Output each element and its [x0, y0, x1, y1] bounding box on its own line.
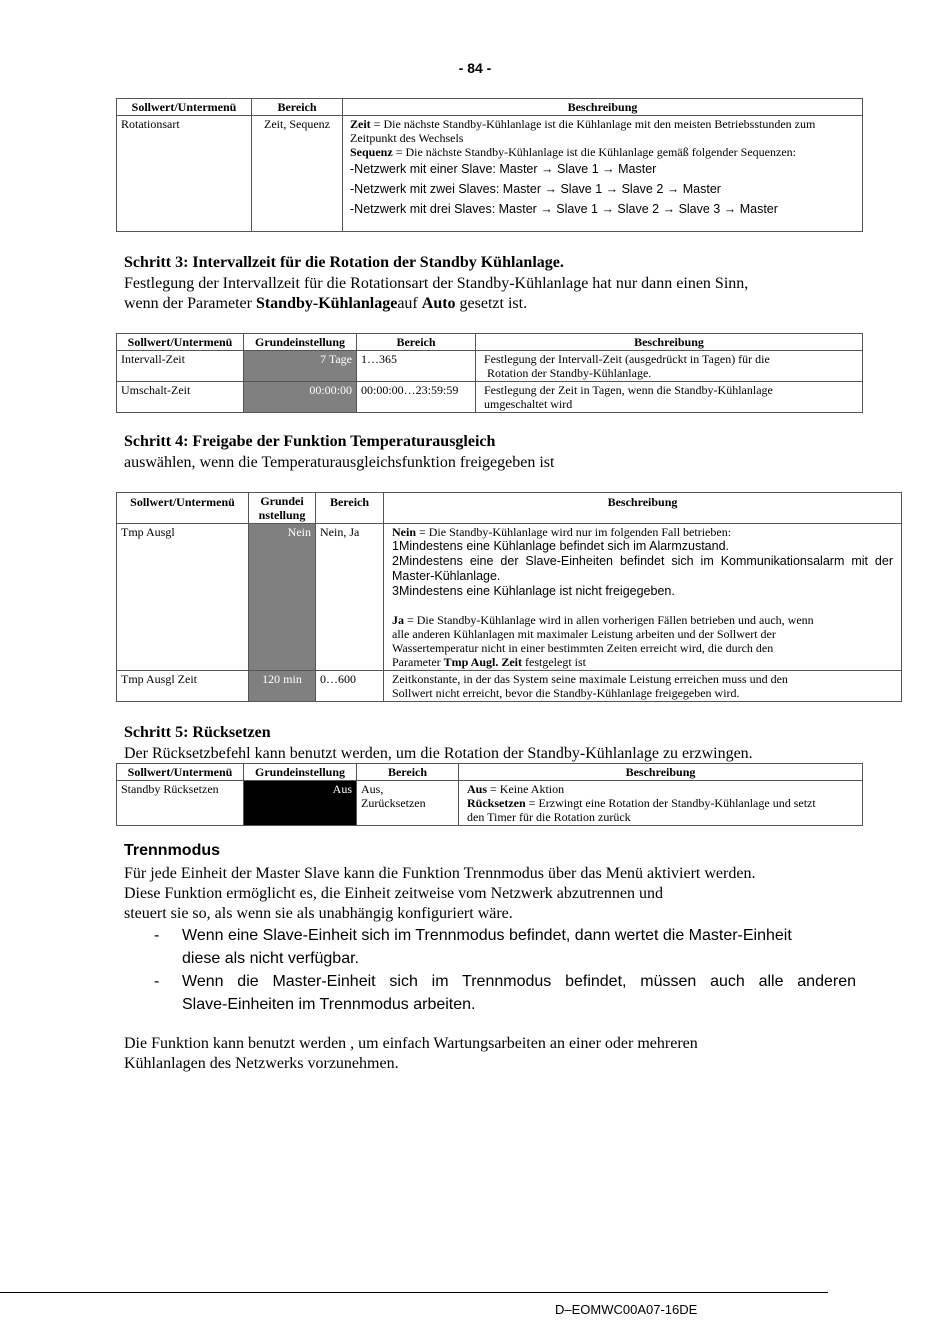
default-value: Nein [249, 524, 316, 671]
table-row [117, 116, 863, 232]
table-header-row [117, 99, 863, 116]
list-item: - Wenn die Master-Einheit sich im Trennmodus befindet, müssen auch alle anderen Slave-Einheiten im Trennmodus arbeiten. [154, 973, 856, 1013]
column-header: Bereich [252, 99, 343, 116]
table-row [117, 382, 863, 413]
description-cell [343, 116, 863, 232]
default-value: 00:00:00 [244, 382, 357, 413]
column-header: Beschreibung [459, 764, 863, 781]
column-header: Grundei nstellung [249, 493, 316, 524]
column-header: Sollwert/Untermenü [117, 764, 244, 781]
column-header: Sollwert/Untermenü [117, 493, 249, 524]
description-cell: Zeitkonstante, in der das System seine maximale Leistung erreichen muss und den Sollwert nicht erreicht, bevor die Standby-Kühlanlage freigegeben wird. [384, 671, 902, 702]
column-header: Sollwert/Untermenü [117, 99, 252, 116]
list-item: - Wenn eine Slave-Einheit sich im Trennmodus befindet, dann wertet die Master-Einheit diese als nicht verfügbar. [154, 927, 792, 967]
temperature-compensation-table [116, 492, 902, 702]
setpoint-name: Tmp Ausgl [117, 524, 249, 671]
column-header: Beschreibung [343, 99, 863, 116]
description-cell: Nein = Die Standby-Kühlanlage wird nur im folgenden Fall betrieben: 1Mindestens eine Kühlanlage befindet sich im Alarmzustand. 2Mindestens eine der Slave-Einheiten befindet sich im Kommunikationsalarm mit der Master-Kühlanlage. 3Mindestens eine Kühlanlage ist nicht freigegeben. Ja = Die Standby-Kühlanlage wird in allen vorherigen Fällen betrieben und auch, wenn alle anderen Kühlanlagen mit maximaler Leistung arbeiten und der Sollwert der Wassertemperatur nicht in einer bestimmten Zeiten erreicht wird, die durch den Parameter Tmp Augl. Zeit festgelegt ist [384, 524, 902, 671]
trennmodus-bullets [124, 924, 856, 1016]
range-value: Aus, Zurücksetzen [357, 781, 459, 826]
column-header: Beschreibung [384, 493, 902, 524]
column-header: Bereich [316, 493, 384, 524]
sequence-line: -Netzwerk mit drei Slaves: Master → Slave 1 → Slave 2 → Slave 3 → Master [350, 202, 778, 216]
trennmodus-closing: Die Funktion kann benutzt werden , um einfach Wartungsarbeiten an einer oder mehreren Kühlanlagen des Netzwerks vorzunehmen. [124, 1035, 698, 1072]
table-header-row [117, 493, 902, 524]
reset-table [116, 763, 863, 826]
sequence-line: -Netzwerk mit einer Slave: Master → Slave 1 → Master [350, 162, 657, 176]
step3-text: Festlegung der Intervallzeit für die Rotationsart der Standby-Kühlanlage hat nur dann einen Sinn, wenn der Parameter Standby-Kühlanlageauf Auto gesetzt ist. [124, 275, 749, 312]
condition-item: 2Mindestens eine der Slave-Einheiten befindet sich im Kommunikationsalarm mit der Master-Kühlanlage. [392, 554, 893, 583]
default-value: 7 Tage [244, 351, 357, 382]
range-value: 0…600 [316, 671, 384, 702]
sequenz-description: Sequenz = Die nächste Standby-Kühlanlage ist die Kühlanlage gemäß folgender Sequenzen: [350, 145, 796, 159]
setpoint-name: Intervall-Zeit [117, 351, 244, 382]
column-header: Grundeinstellung [244, 764, 357, 781]
step5-text: Der Rücksetzbefehl kann benutzt werden, um die Rotation der Standby-Kühlanlage zu erzwingen. [124, 745, 753, 762]
condition-item: 3Mindestens eine Kühlanlage ist nicht freigegeben. [392, 584, 675, 598]
setpoint-name: Tmp Ausgl Zeit [117, 671, 249, 702]
rotation-type-table [116, 98, 863, 232]
step4-heading: Schritt 4: Freigabe der Funktion Temperaturausgleich [124, 433, 496, 450]
table-row [117, 351, 863, 382]
condition-item: 1Mindestens eine Kühlanlage befindet sich im Alarmzustand. [392, 539, 730, 553]
setpoint-name: Umschalt-Zeit [117, 382, 244, 413]
range-value: Nein, Ja [316, 524, 384, 671]
document-code: D–EOMWC00A07-16DE [555, 1302, 698, 1317]
ja-description: Ja = Die Standby-Kühlanlage wird in allen vorherigen Fällen betrieben und auch, wenn [392, 613, 814, 627]
range-value: 1…365 [357, 351, 476, 382]
column-header: Bereich [357, 764, 459, 781]
nein-description: Nein = Die Standby-Kühlanlage wird nur im folgenden Fall betrieben: [392, 525, 732, 539]
description-cell: Festlegung der Zeit in Tagen, wenn die Standby-Kühlanlage umgeschaltet wird [476, 382, 863, 413]
trennmodus-heading: Trennmodus [124, 842, 221, 859]
sequence-line: -Netzwerk mit zwei Slaves: Master → Slave 1 → Slave 2 → Master [350, 182, 721, 196]
page-number: - 84 - [458, 60, 492, 76]
column-header: Bereich [357, 334, 476, 351]
default-value: Aus [244, 781, 357, 826]
default-value: 120 min [249, 671, 316, 702]
zeit-description: Zeit = Die nächste Standby-Kühlanlage ist die Kühlanlage mit den meisten Betriebsstunden zum Zeitpunkt des Wechsels [350, 117, 816, 145]
interval-table [116, 333, 863, 413]
step5-heading: Schritt 5: Rücksetzen [124, 724, 271, 741]
table-row [117, 671, 902, 702]
column-header: Grundeinstellung [244, 334, 357, 351]
step4-text: auswählen, wenn die Temperaturausgleichsfunktion freigegeben ist [124, 454, 555, 471]
column-header: Sollwert/Untermenü [117, 334, 244, 351]
step3-heading: Schritt 3: Intervallzeit für die Rotation der Standby Kühlanlage. [124, 254, 564, 271]
setpoint-name: Standby Rücksetzen [117, 781, 244, 826]
range-value: Zeit, Sequenz [252, 116, 343, 232]
table-header-row [117, 334, 863, 351]
trennmodus-intro: Für jede Einheit der Master Slave kann die Funktion Trennmodus über das Menü aktiviert werden. Diese Funktion ermöglicht es, die Einheit zeitweise vom Netzwerk abzutrennen und steuert sie so, als wenn sie als unabhängig konfiguriert wäre. [124, 865, 756, 922]
table-row [117, 781, 863, 826]
table-header-row [117, 764, 863, 781]
description-cell: Festlegung der Intervall-Zeit (ausgedrückt in Tagen) für die Rotation der Standby-Kühlanlage. [476, 351, 863, 382]
table-row [117, 524, 902, 671]
description-cell: Aus = Keine Aktion Rücksetzen = Erzwingt eine Rotation der Standby-Kühlanlage und setzt den Timer für die Rotation zurück [459, 781, 863, 826]
setpoint-name: Rotationsart [117, 116, 252, 232]
footer-divider [0, 1292, 828, 1293]
column-header: Beschreibung [476, 334, 863, 351]
range-value: 00:00:00…23:59:59 [357, 382, 476, 413]
